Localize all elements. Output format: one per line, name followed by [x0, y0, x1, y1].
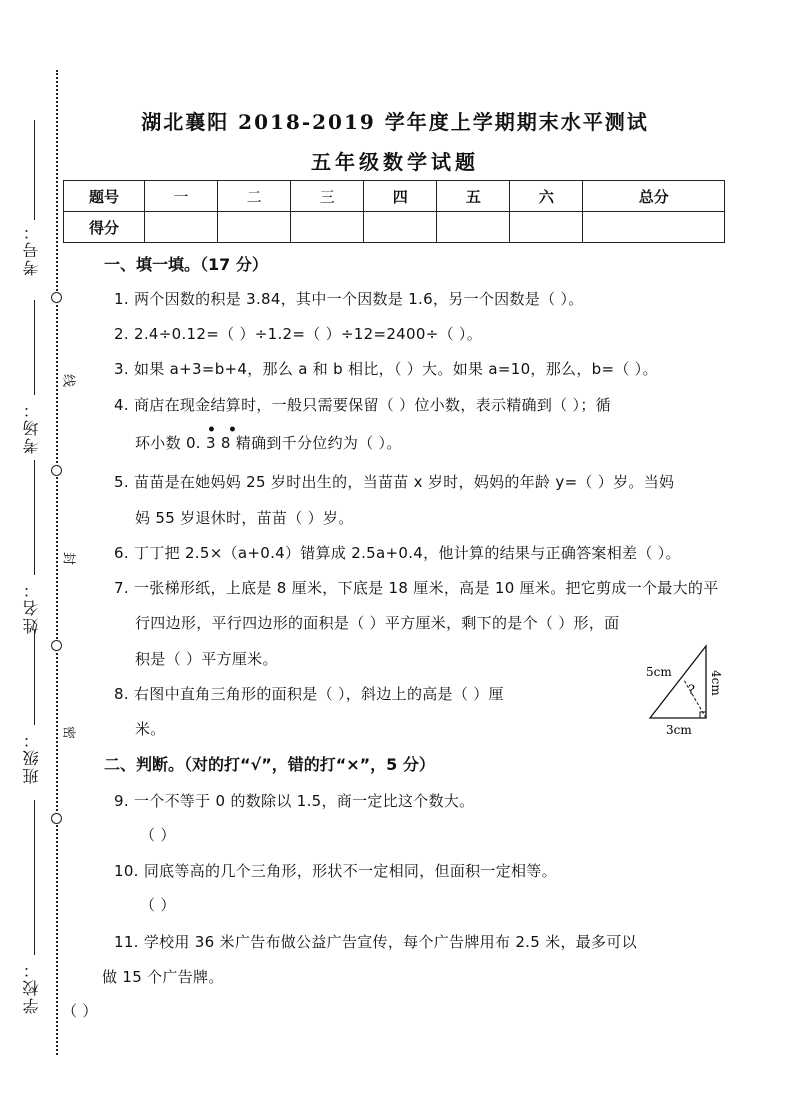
table-cell: 六	[510, 181, 583, 212]
exam-number-label: 考号：	[22, 222, 41, 276]
binding-hole	[51, 640, 62, 651]
repeating-decimal-dots: ••	[207, 422, 249, 438]
score-input-cell[interactable]	[437, 212, 510, 243]
question-line: 2. 2.4÷0.12=（ ）÷1.2=（ ）÷12=2400÷（ ）。	[114, 325, 483, 343]
triangle-base-label: 3cm	[666, 723, 692, 737]
class-label: 班级：	[22, 730, 41, 784]
seal-char-secret: 密	[63, 723, 76, 738]
question-line: 行四边形，平行四边形的面积是（ ）平方厘米，剩下的是个（ ）形，面	[135, 614, 620, 632]
answer-paren[interactable]: （ ）	[140, 826, 176, 844]
question-line: 6. 丁丁把 2.5×（a+0.4）错算成 2.5a+0.4，他计算的结果与正确答案相差（ ）。	[114, 544, 681, 562]
binding-hole	[51, 292, 62, 303]
score-input-cell[interactable]	[510, 212, 583, 243]
question-line: 3. 如果 a+3=b+4，那么 a 和 b 相比，（ ）大。如果 a=10，那么，b=（ ）。	[114, 360, 658, 378]
right-triangle-figure	[636, 640, 726, 740]
question-line: 妈 55 岁退休时，苗苗（ ）岁。	[135, 509, 354, 527]
question-line: 做 15 个广告牌。	[102, 968, 224, 986]
score-input-cell[interactable]	[583, 212, 725, 243]
score-input-cell[interactable]	[218, 212, 291, 243]
score-input-cell[interactable]	[145, 212, 218, 243]
table-cell: 二	[218, 181, 291, 212]
score-table-score-row	[64, 212, 725, 243]
question-line: 1. 两个因数的积是 3.84，其中一个因数是 1.6，另一个因数是（ ）。	[114, 290, 584, 308]
triangle-leg-label: 4cm	[709, 670, 723, 696]
table-cell: 三	[291, 181, 364, 212]
class-blank	[34, 630, 35, 725]
exam-title: 湖北襄阳 2018-2019 学年度上学期期末水平测试	[141, 110, 649, 134]
question-line: 7. 一张梯形纸，上底是 8 厘米，下底是 18 厘米，高是 10 厘米。把它剪成一个最大的平	[114, 579, 719, 597]
school-label: 学校：	[22, 960, 41, 1014]
seal-char-line: 线	[63, 371, 76, 386]
table-cell: 四	[364, 181, 437, 212]
table-cell: 得分	[64, 212, 145, 243]
table-cell: 一	[145, 181, 218, 212]
question-line: 积是（ ）平方厘米。	[135, 650, 278, 668]
exam-room-blank	[34, 300, 35, 395]
school-blank	[34, 800, 35, 955]
exam-room-label: 考场：	[22, 400, 41, 454]
question-line: 11. 学校用 36 米广告布做公益广告宣传，每个广告牌用布 2.5 米，最多可以	[114, 933, 637, 951]
binding-hole	[51, 465, 62, 476]
question-line: 米。	[135, 720, 166, 738]
exam-subtitle: 五年级数学试题	[311, 150, 479, 174]
binding-dotted-line	[56, 70, 58, 1055]
question-line: 9. 一个不等于 0 的数除以 1.5，商一定比这个数大。	[114, 792, 475, 810]
name-blank	[34, 460, 35, 575]
name-label: 姓名：	[22, 580, 41, 634]
question-line: 10. 同底等高的几个三角形，形状不一定相同，但面积一定相等。	[114, 862, 557, 880]
question-line: 环小数 0. 3 8 精确到千分位约为（ ）。	[135, 434, 402, 452]
answer-paren[interactable]: （ ）	[140, 896, 176, 914]
section-heading-fill-in: 一、填一填。（17 分）	[104, 255, 268, 274]
score-table	[63, 180, 725, 243]
binding-hole	[51, 813, 62, 824]
question-line: 4. 商店在现金结算时，一般只需要保留（ ）位小数，表示精确到（ ）；循	[114, 396, 611, 414]
table-cell: 总分	[583, 181, 725, 212]
question-line: 5. 苗苗是在她妈妈 25 岁时出生的，当苗苗 x 岁时，妈妈的年龄 y=（ ）岁。当妈	[114, 473, 675, 491]
seal-char-seal: 封	[63, 549, 76, 564]
section-heading-judge: 二、判断。（对的打“√”，错的打“×”，5 分）	[104, 755, 435, 774]
question-line: 8. 右图中直角三角形的面积是（ ），斜边上的高是（ ）厘	[114, 685, 504, 703]
score-input-cell[interactable]	[291, 212, 364, 243]
triangle-shape	[650, 646, 706, 718]
triangle-hypotenuse-label: 5cm	[646, 665, 672, 679]
answer-paren[interactable]: （ ）	[62, 1002, 98, 1020]
triangle-unknown-label: ?	[688, 683, 695, 698]
score-table-header-row	[64, 181, 725, 212]
table-cell: 题号	[64, 181, 145, 212]
score-input-cell[interactable]	[364, 212, 437, 243]
table-cell: 五	[437, 181, 510, 212]
